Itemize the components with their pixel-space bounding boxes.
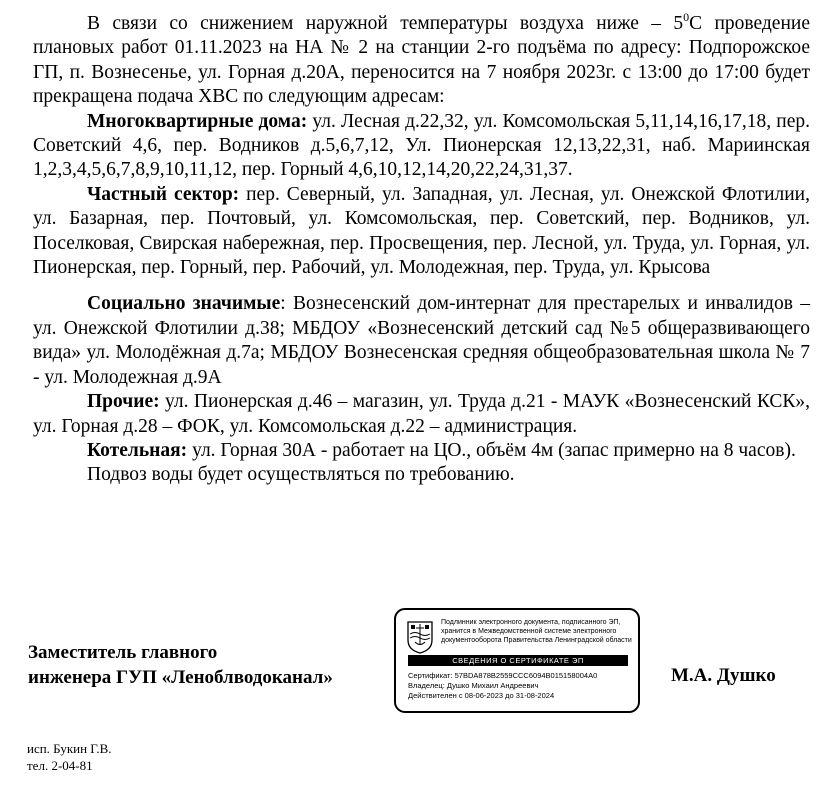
other-facilities-text: ул. Пионерская д.46 – магазин, ул. Труда д.21 - МАУК «Вознесенский КСК», ул. Горная д.28 – ФОК, ул. Комсомольская д.22 – администрация. bbox=[33, 391, 810, 437]
executor-name: исп. Букин Г.В. bbox=[27, 741, 112, 756]
signer-position-line1: Заместитель главного bbox=[28, 642, 218, 663]
water-delivery-paragraph: Подвоз воды будет осуществляться по требованию. bbox=[87, 464, 515, 486]
electronic-signature-stamp bbox=[394, 608, 640, 713]
degree-superscript: 0 bbox=[683, 9, 690, 24]
intro-text-part1: В связи со снижением наружной температуры воздуха ниже – 5 bbox=[87, 13, 684, 34]
social-facilities-text: : Вознесенский дом-интернат для престарелых и инвалидов –ул. Онежской Флотилии д.38; МБДОУ «Вознесенский детский сад №5 общеразвивающего вида» ул. Молодёжная д.7а; МБДОУ Вознесенская средняя общеобразовательная школа № 7 - ул. Молодежная д.9А bbox=[33, 293, 811, 388]
stamp-note-line3: документооборота Правительства Ленинградской области bbox=[441, 637, 632, 644]
stamp-certificate-details bbox=[408, 671, 597, 702]
apartment-buildings-label: Многоквартирные дома: bbox=[87, 110, 308, 132]
intro-text-part2: С проведение плановых работ 01.11.2023 на НА № 2 на станции 2-го подъёма по адресу: Подпорожское ГП, п. Вознесенье, ул. Горная д.20А, переносится на 7 ноября 2023г. с 13:00 до 17:00 будет прекращена подача ХВС по следующим адресам: bbox=[33, 13, 810, 108]
stamp-owner: Владелец: Душко Михаил Андреевич bbox=[408, 681, 539, 691]
private-sector-paragraph bbox=[33, 183, 810, 281]
signer-position bbox=[28, 640, 333, 690]
stamp-validity: Действителен с 08-06-2023 до 31-08-2024 bbox=[408, 691, 555, 701]
private-sector-text: пер. Северный, ул. Западная, ул. Лесная, ул. Онежской Флотилии, ул. Базарная, пер. Почтовый, ул. Комсомольская, пер. Советский, пер. Водников, ул. Поселковая, Свирская набережная, пер. Просвещения, пер. Лесной, ул. Труда, ул. Горная, ул. Пионерская, пер. Горный, пер. Рабочий, ул. Молодежная, пер. Труда, ул. Крысова bbox=[33, 183, 810, 279]
signer-position-line2: инженера ГУП «Леноблводоканал» bbox=[28, 667, 333, 688]
boiler-label: Котельная: bbox=[87, 439, 188, 461]
social-facilities-paragraph bbox=[33, 292, 810, 390]
other-facilities-label: Прочие: bbox=[87, 391, 160, 413]
notice-intro bbox=[33, 9, 810, 110]
stamp-note-line2: хранится в Межведомственной системе электронного bbox=[441, 628, 617, 635]
footer-executor bbox=[27, 740, 112, 774]
apartment-buildings-text: ул. Лесная д.22,32, ул. Комсомольская 5,11,14,16,17,18, пер. Советский 4,6, пер. Водников д.5,6,7,12, Ул. Пионерская 12,13,22,31, наб. Мариинская 1,2,3,4,5,6,7,8,9,10,11,12, пер. Горный 4,6,10,12,14,20,22,24,31,37. bbox=[33, 110, 810, 181]
boiler-text: ул. Горная 30А - работает на ЦО., объём 4м (запас примерно на 8 часов). bbox=[187, 439, 796, 461]
coat-of-arms-icon bbox=[406, 620, 434, 654]
apartment-buildings-paragraph bbox=[33, 110, 810, 183]
executor-phone: тел. 2-04-81 bbox=[27, 758, 93, 773]
signer-name: М.А. Душко bbox=[671, 665, 776, 686]
stamp-note bbox=[441, 618, 636, 645]
other-facilities-paragraph bbox=[33, 390, 810, 439]
stamp-certificate-header: СВЕДЕНИЯ О СЕРТИФИКАТЕ ЭП bbox=[408, 655, 628, 666]
boiler-paragraph bbox=[33, 439, 810, 463]
stamp-note-line1: Подлинник электронного документа, подписанного ЭП, bbox=[441, 619, 621, 626]
notice-body bbox=[33, 9, 811, 488]
private-sector-label: Частный сектор: bbox=[87, 183, 240, 205]
stamp-certificate-number: Сертификат: 57BDA878B2559CCC6094B015158004A0 bbox=[408, 671, 598, 680]
social-facilities-label: Социально значимые bbox=[87, 293, 281, 315]
